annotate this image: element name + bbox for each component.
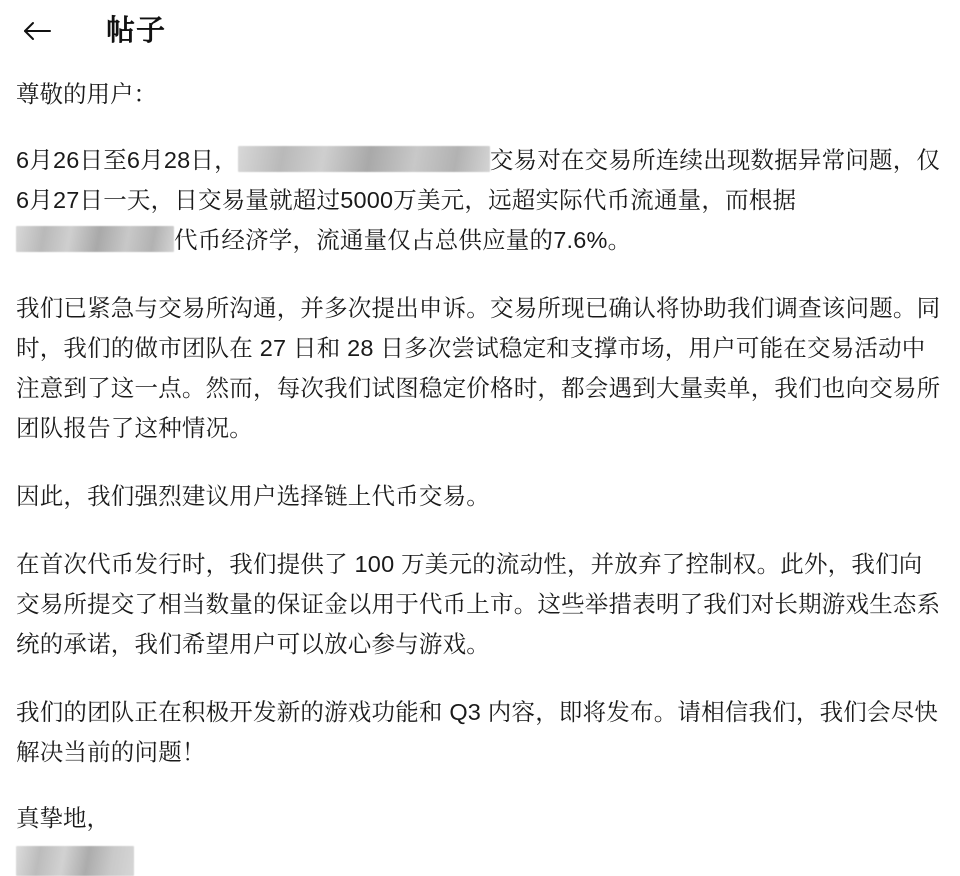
post-sign-off: 真挚地， [16, 805, 110, 831]
post-paragraph-4: 在首次代币发行时，我们提供了 100 万美元的流动性，并放弃了控制权。此外，我们向交易所提交了相当数量的保证金以用于代币上市。这些举措表明了我们对长期游戏生态系统的承诺，我们希望用户可以放心参与游戏。 [16, 551, 941, 657]
post-body [0, 62, 960, 876]
paragraph-1-part-2: 交易对在交易所连续出现数据异常问题，仅6月27日一天，日交易量就超过5000万美元，远超实际代币流通量，而根据 [16, 147, 941, 213]
post-salutation: 尊敬的用户： [16, 81, 157, 107]
post-paragraph-3: 因此，我们强烈建议用户选择链上代币交易。 [16, 483, 490, 509]
post-paragraph-1 [16, 140, 944, 260]
redacted-token-name-2 [16, 226, 174, 252]
redacted-token-name-1 [238, 146, 490, 172]
back-arrow-icon[interactable] [14, 8, 60, 54]
post-paragraph-2: 我们已紧急与交易所沟通，并多次提出申诉。交易所现已确认将协助我们调查该问题。同时，我们的做市团队在 27 日和 28 日多次尝试稳定和支撑市场，用户可能在交易活动中注意到了这一点。然而，每次我们试图稳定价格时，都会遇到大量卖单，我们也向交易所团队报告了这种情况。 [16, 295, 941, 441]
page-header [0, 0, 960, 62]
paragraph-1-part-3: 代币经济学，流通量仅占总供应量的7.6%。 [174, 227, 632, 253]
redacted-signature [16, 846, 134, 876]
post-paragraph-5: 我们的团队正在积极开发新的游戏功能和 Q3 内容，即将发布。请相信我们，我们会尽快解决当前的问题！ [16, 699, 939, 765]
page-title: 帖子 [106, 14, 167, 47]
paragraph-1-part-1: 6月26日至6月28日， [16, 147, 238, 173]
